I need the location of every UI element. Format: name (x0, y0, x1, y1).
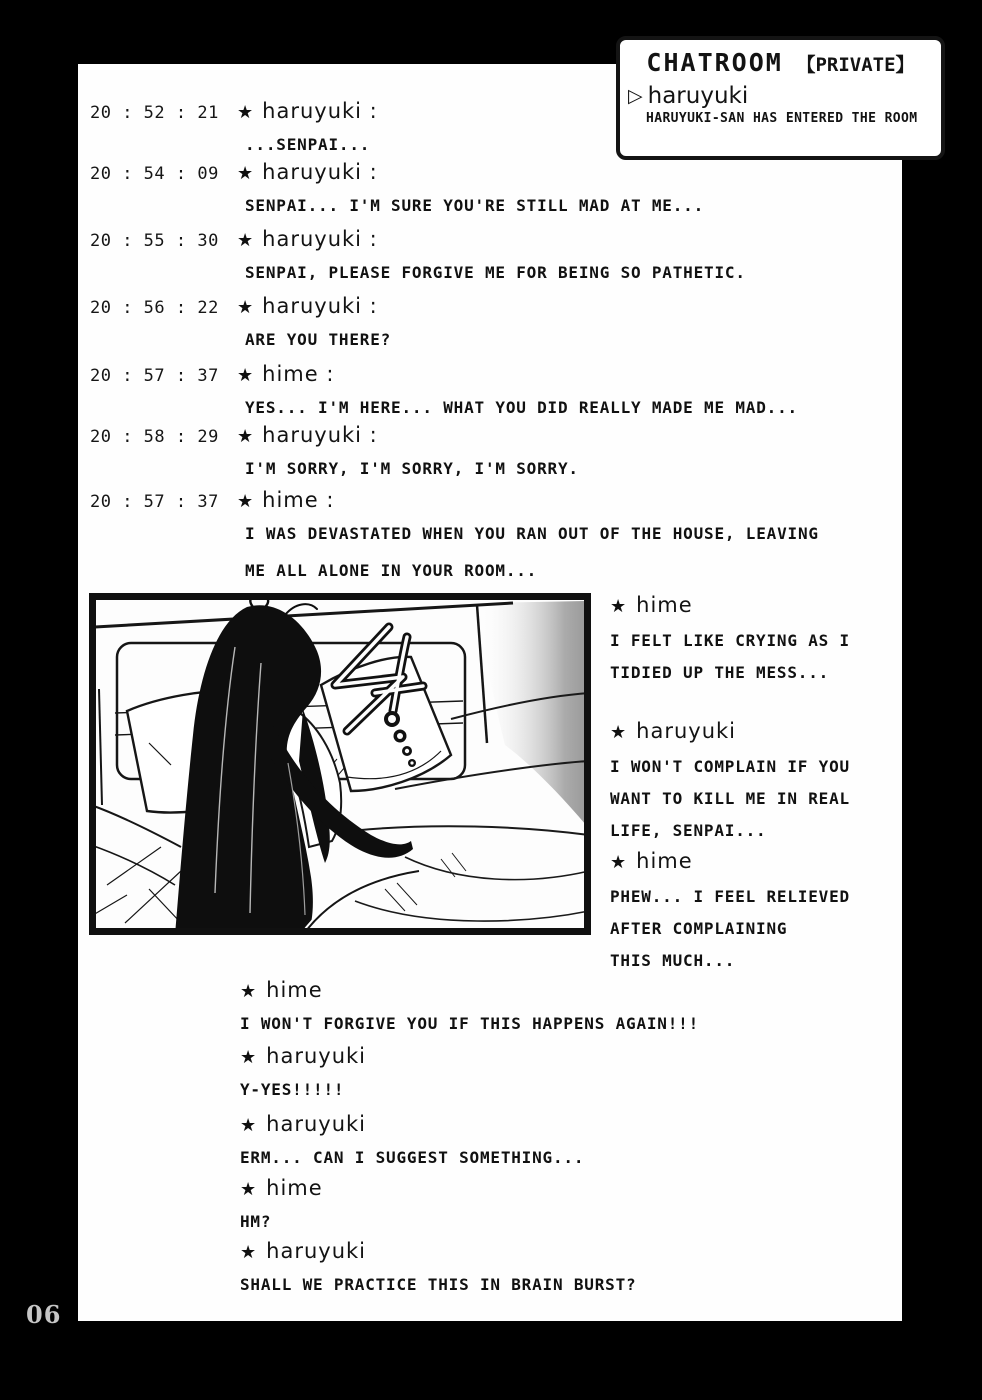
chat-group (610, 719, 850, 841)
log-entry (90, 422, 579, 479)
chat-message: ERM... CAN I SUGGEST SOMETHING... (240, 1148, 585, 1167)
log-entry (90, 293, 391, 350)
chat-message: AFTER COMPLAINING (610, 919, 788, 938)
page-surface (78, 64, 902, 1321)
log-entry (90, 159, 704, 216)
chat-message: I FELT LIKE CRYING AS I (610, 631, 850, 650)
chatroom-header-box (616, 36, 945, 160)
speaker-name: haruyuki : (262, 423, 378, 447)
speaker-name: haruyuki (636, 719, 736, 743)
speaker-name: haruyuki (266, 1239, 366, 1263)
chat-group (240, 1112, 584, 1168)
chat-message: PHEW... I FEEL RELIEVED (610, 887, 850, 906)
chat-message: LIFE, SENPAI... (610, 821, 767, 840)
timestamp: 20 : 57 : 37 (90, 366, 219, 386)
star-icon: ★ (237, 365, 254, 386)
chat-message: YES... I'M HERE... WHAT YOU DID REALLY MADE ME MAD... (245, 398, 798, 417)
chat-message: I WON'T COMPLAIN IF YOU (610, 757, 850, 776)
speaker-name: hime (636, 849, 693, 873)
log-entry (90, 226, 746, 283)
star-icon: ★ (240, 1242, 257, 1263)
timestamp: 20 : 58 : 29 (90, 427, 219, 447)
chatroom-privacy-label: 【PRIVATE】 (796, 54, 915, 76)
speaker-name: hime : (262, 362, 335, 386)
chat-message: SHALL WE PRACTICE THIS IN BRAIN BURST? (240, 1275, 637, 1294)
chatroom-title-line (620, 48, 941, 81)
chat-group (240, 978, 699, 1034)
star-icon: ★ (240, 1179, 257, 1200)
speaker-name: hime (636, 593, 693, 617)
timestamp: 20 : 56 : 22 (90, 298, 219, 318)
speaker-name: hime : (262, 488, 335, 512)
chatroom-user: haruyuki (647, 83, 749, 109)
chat-message: Y-YES!!!!! (240, 1080, 345, 1099)
star-icon: ★ (237, 491, 254, 512)
chat-message: THIS MUCH... (610, 951, 736, 970)
speaker-name: haruyuki (266, 1044, 366, 1068)
chat-message: I WON'T FORGIVE YOU IF THIS HAPPENS AGAIN!!! (240, 1014, 700, 1033)
star-icon: ★ (240, 1115, 257, 1136)
star-icon: ★ (610, 596, 627, 617)
chatroom-title: CHATROOM (646, 48, 783, 77)
speaker-name: haruyuki : (262, 99, 378, 123)
timestamp: 20 : 52 : 21 (90, 103, 219, 123)
star-icon: ★ (610, 852, 627, 873)
speaker-name: hime (266, 978, 323, 1002)
timestamp: 20 : 55 : 30 (90, 231, 219, 251)
star-icon: ★ (237, 230, 254, 251)
log-entry (90, 361, 798, 418)
user-arrow-icon: ▷ (628, 85, 643, 107)
chat-group (240, 1044, 366, 1100)
chat-group (610, 593, 850, 683)
page-number: 06 (26, 1300, 62, 1329)
speaker-name: haruyuki : (262, 227, 378, 251)
star-icon: ★ (240, 1047, 257, 1068)
chat-message: ME ALL ALONE IN YOUR ROOM... (245, 561, 538, 580)
timestamp: 20 : 57 : 37 (90, 492, 219, 512)
chat-group (240, 1176, 323, 1232)
log-entry (90, 98, 378, 155)
star-icon: ★ (237, 297, 254, 318)
timestamp: 20 : 54 : 09 (90, 164, 219, 184)
chat-message: TIDIED UP THE MESS... (610, 663, 830, 682)
chat-message: ...SENPAI... (245, 135, 371, 154)
speaker-name: haruyuki : (262, 294, 378, 318)
speaker-name: haruyuki : (262, 160, 378, 184)
chat-message: ARE YOU THERE? (245, 330, 392, 349)
log-entry (90, 487, 819, 581)
star-icon: ★ (237, 163, 254, 184)
speaker-name: hime (266, 1176, 323, 1200)
chat-message: I WAS DEVASTATED WHEN YOU RAN OUT OF THE HOUSE, LEAVING (245, 524, 819, 543)
chat-group (240, 1239, 636, 1295)
chat-message: I'M SORRY, I'M SORRY, I'M SORRY. (245, 459, 579, 478)
chat-message: SENPAI... I'M SURE YOU'RE STILL MAD AT ME... (245, 196, 705, 215)
star-icon: ★ (240, 981, 257, 1002)
chat-message: SENPAI, PLEASE FORGIVE ME FOR BEING SO PATHETIC. (245, 263, 746, 282)
chatroom-status: HARUYUKI-SAN HAS ENTERED THE ROOM (646, 111, 918, 126)
star-icon: ★ (237, 102, 254, 123)
speaker-name: haruyuki (266, 1112, 366, 1136)
bed-illustration-panel (89, 593, 591, 935)
chat-group (610, 849, 850, 971)
chatroom-user-line (628, 82, 941, 110)
chat-message: WANT TO KILL ME IN REAL (610, 789, 850, 808)
chat-message: HM? (240, 1212, 272, 1231)
star-icon: ★ (610, 722, 627, 743)
star-icon: ★ (237, 426, 254, 447)
